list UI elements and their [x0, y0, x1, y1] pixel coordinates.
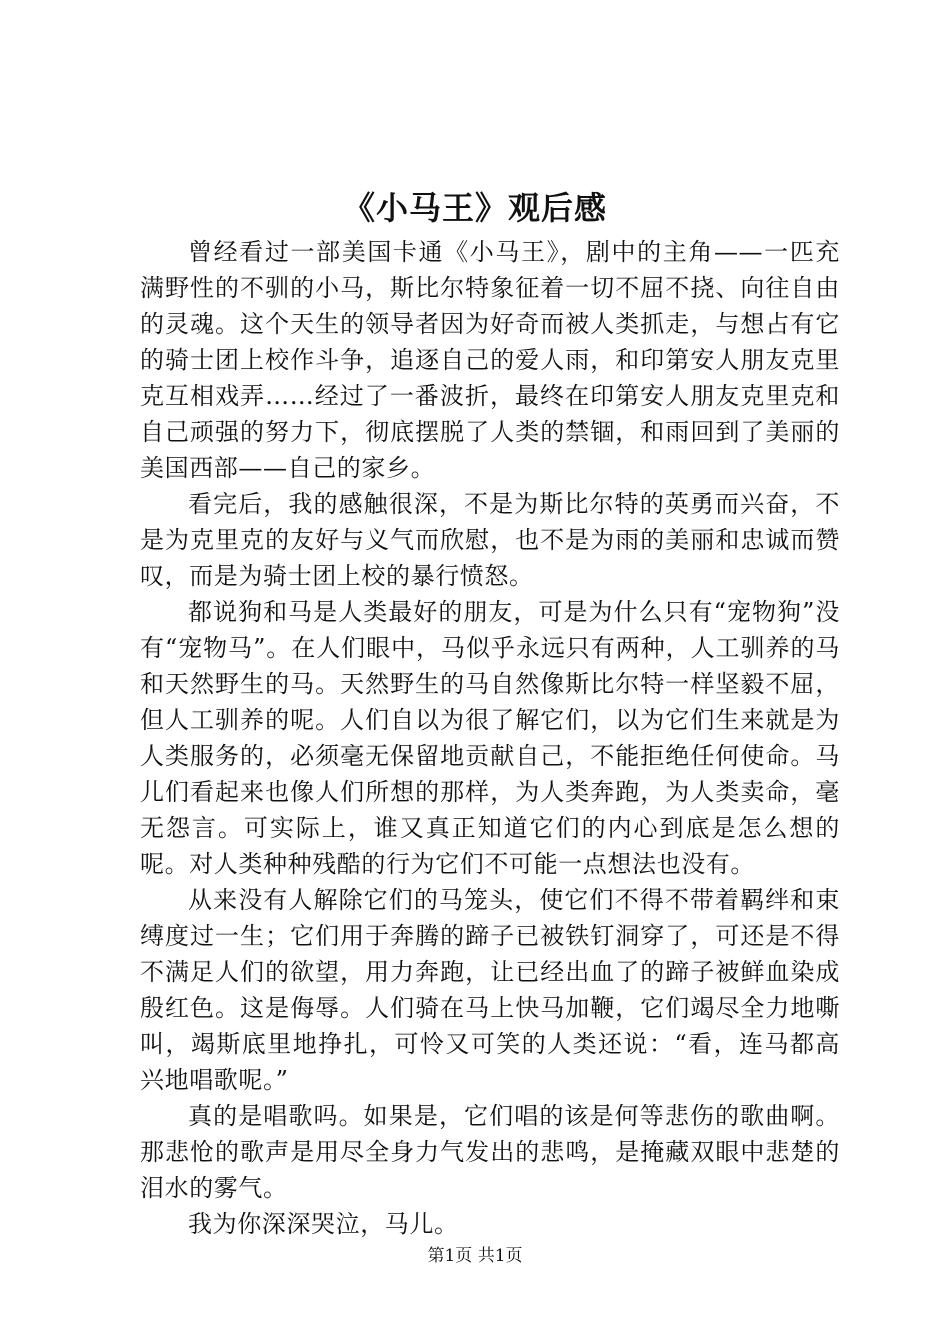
page-footer: 第1页 共1页	[427, 1246, 523, 1266]
paragraph: 从来没有人解除它们的马笼头，使它们不得不带着羁绊和束缚度过一生；它们用于奔腾的蹄子已被铁钉洞穿了，可还是不得不满足人们的欲望，用力奔跑，让已经出血了的蹄子被鲜血染成殷红色。这是侮辱。人们骑在马上快马加鞭，它们竭尽全力地嘶叫，竭斯底里地挣扎，可怜又可笑的人类还说：“看，连马都高兴地唱歌呢。”	[140, 886, 840, 1094]
paragraph: 都说狗和马是人类最好的朋友，可是为什么只有“宠物狗”没有“宠物马”。在人们眼中，马似乎永远只有两种，人工驯养的马和天然野生的马。天然野生的马自然像斯比尔特一样坚毅不屈，但人工驯养的呢。人们自以为很了解它们，以为它们生来就是为人类服务的，必须毫无保留地贡献自己，不能拒绝任何使命。马儿们看起来也像人们所想的那样，为人类奔跑，为人类卖命，毫无怨言。可实际上，谁又真正知道它们的内心到底是怎么想的呢。对人类种种残酷的行为它们不可能一点想法也没有。	[140, 598, 840, 878]
paragraph: 曾经看过一部美国卡通《小马王》，剧中的主角——一匹充满野性的不驯的小马，斯比尔特象征着一切不屈不挠、向往自由的灵魂。这个天生的领导者因为好奇而被人类抓走，与想占有它的骑士团上校作斗争，追逐自己的爱人雨，和印第安人朋友克里克互相戏弄……经过了一番波折，最终在印第安人朋友克里克和自己顽强的努力下，彻底摆脱了人类的禁锢，和雨回到了美丽的美国西部——自己的家乡。	[140, 238, 840, 482]
document-body	[140, 234, 840, 1242]
document-title: 《小马王》观后感	[342, 189, 607, 227]
paragraph: 我为你深深哭泣，马儿。	[188, 1210, 459, 1238]
paragraph: 真的是唱歌吗。如果是，它们唱的该是何等悲伤的歌曲啊。那悲怆的歌声是用尽全身力气发出的悲鸣，是掩藏双眼中悲楚的泪水的雾气。	[140, 1102, 840, 1202]
paragraph: 看完后，我的感触很深，不是为斯比尔特的英勇而兴奋，不是为克里克的友好与义气而欣慰，也不是为雨的美丽和忠诚而赞叹，而是为骑士团上校的暴行愤怒。	[140, 490, 840, 590]
